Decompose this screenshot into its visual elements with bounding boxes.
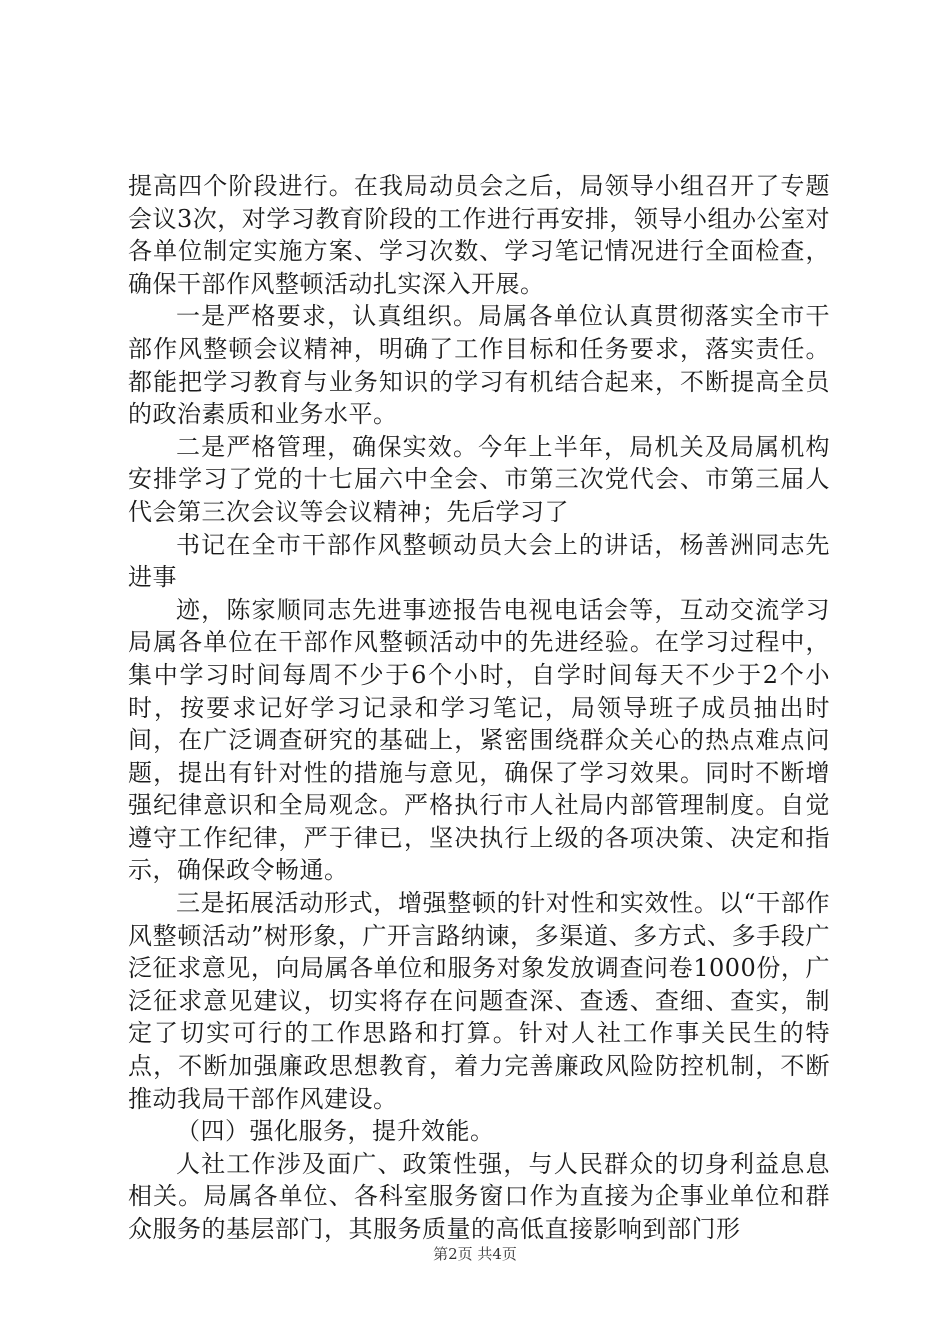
- document-body: [128, 170, 830, 1246]
- paragraph-3: 二是严格管理，确保实效。今年上半年，局机关及局属机构安排学习了党的十七届六中全会、市第三次党代会、市第三届人代会第三次会议等会议精神；先后学习了: [128, 432, 830, 526]
- page-number-label: 第2页 共4页: [433, 1245, 517, 1263]
- paragraph-6: 三是拓展活动形式，增强整顿的针对性和实效性。以“干部作风整顿活动”树形象，广开言路纳谏，多渠道、多方式、多手段广泛征求意见，向局属各单位和服务对象发放调查问卷1000份，广泛征求意见建议，切实将存在问题查深、查透、查细、查实，制定了切实可行的工作思路和打算。针对人社工作事关民生的特点，不断加强廉政思想教育，着力完善廉政风险防控机制，不断推动我局干部作风建设。: [128, 889, 830, 1113]
- paragraph-1: 提高四个阶段进行。在我局动员会之后，局领导小组召开了专题会议3次，对学习教育阶段的工作进行再安排，领导小组办公室对各单位制定实施方案、学习次数、学习笔记情况进行全面检查，确保干部作风整顿活动扎实深入开展。: [128, 172, 830, 298]
- paragraph-7-heading: （四）强化服务，提升效能。: [176, 1117, 495, 1146]
- page-footer: [0, 1244, 950, 1264]
- paragraph-2: 一是严格要求，认真组织。局属各单位认真贯彻落实全市干部作风整顿会议精神，明确了工作目标和任务要求，落实责任。都能把学习教育与业务知识的学习有机结合起来，不断提高全员的政治素质和业务水平。: [128, 302, 830, 429]
- paragraph-4: 书记在全市干部作风整顿动员大会上的讲话，杨善洲同志先进事: [128, 530, 830, 592]
- paragraph-5: 迹，陈家顺同志先进事迹报告电视电话会等，互动交流学习局属各单位在干部作风整顿活动中的先进经验。在学习过程中，集中学习时间每周不少于6个小时，自学时间每天不少于2个小时，按要求记好学习记录和学习笔记，局领导班子成员抽出时间，在广泛调查研究的基础上，紧密围绕群众关心的热点难点问题，提出有针对性的措施与意见，确保了学习效果。同时不断增强纪律意识和全局观念。严格执行市人社局内部管理制度。自觉遵守工作纪律，严于律已，坚决执行上级的各项决策、决定和指示，确保政令畅通。: [128, 595, 830, 885]
- paragraph-8: 人社工作涉及面广、政策性强，与人民群众的切身利益息息相关。局属各单位、各科室服务窗口作为直接为企事业单位和群众服务的基层部门，其服务质量的高低直接影响到部门形: [128, 1149, 830, 1243]
